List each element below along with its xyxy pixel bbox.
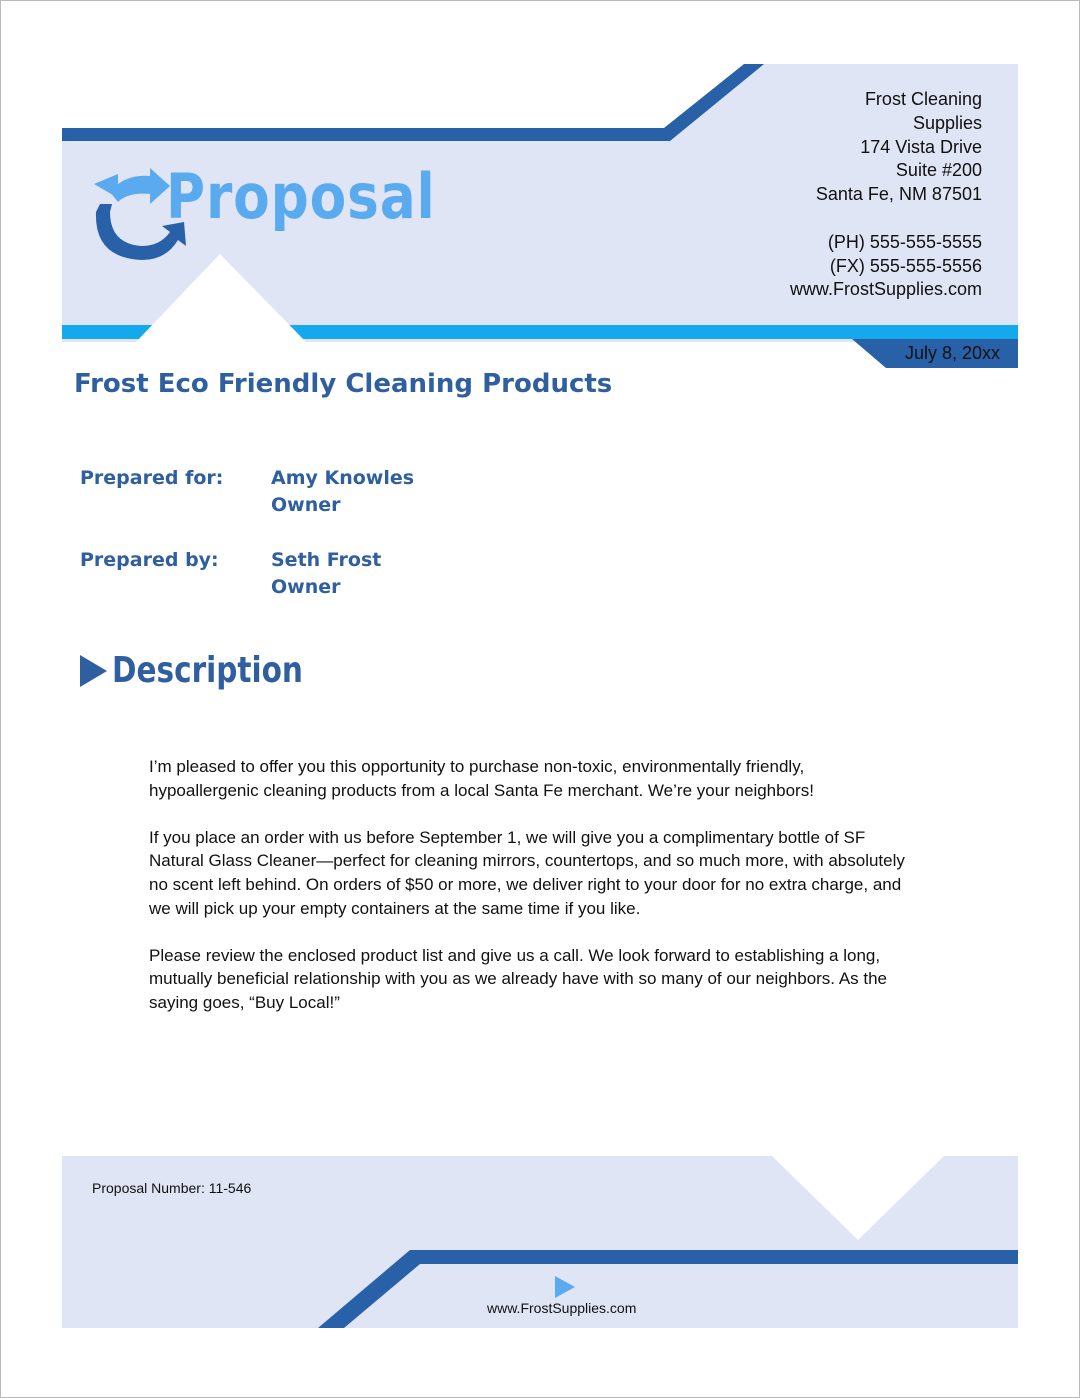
footer-triangle-icon [555,1276,575,1298]
prepared-by-label: Prepared by: [80,549,219,571]
company-address1: 174 Vista Drive [860,136,982,157]
header-dark-stripe [62,64,764,141]
company-phone: (PH) 555-555-5555 [827,231,982,252]
prepared-for-name: Amy Knowles [271,467,415,489]
description-paragraph-2: If you place an order with us before September 1, we will give you a complimentary bottle of SF Natural Glass Cleaner—perfect for cleaning mirrors, countertops, and so much more, with absolutely no scent left behind. On orders of $50 or more, we deliver right to your door for no extra charge, and we will pick up your empty containers at the same time if you like. [149,827,905,918]
proposal-title: Proposal [166,160,436,233]
prepared-by-role: Owner [271,576,341,598]
company-address2: Suite #200 [895,160,982,181]
document-title: Frost Eco Friendly Cleaning Products [74,369,613,399]
company-contact-block [790,88,982,302]
company-name-line2: Supplies [912,112,982,133]
company-fax: (FX) 555-555-5556 [829,255,982,276]
description-body [149,755,909,1038]
description-heading-text: Description [112,650,303,691]
prepared-for-label: Prepared for: [80,467,224,489]
triangle-bullet-icon [80,655,107,687]
prepared-by-name: Seth Frost [271,549,382,571]
company-name-line1: Frost Cleaning [864,89,982,109]
company-city-state-zip: Santa Fe, NM 87501 [815,184,982,205]
footer-website: www.FrostSupplies.com [487,1300,637,1316]
description-paragraph-1: I’m pleased to offer you this opportunity to purchase non-toxic, environmentally friendly, hypoallergenic cleaning products from a local Santa Fe merchant. We’re your neighbors! [149,757,814,800]
spacer [790,207,982,231]
prepared-for-role: Owner [271,494,341,516]
document-date: July 8, 20xx [904,343,1000,363]
description-paragraph-3: Please review the enclosed product list and give us a call. We look forward to establishing a long, mutually beneficial relationship with you as we already have with so many of our neighbors. As the saying goes, “Buy Local!” [149,945,888,1012]
proposal-number: Proposal Number: 11-546 [92,1180,252,1196]
company-website: www.FrostSupplies.com [789,279,982,300]
description-heading [80,650,345,691]
